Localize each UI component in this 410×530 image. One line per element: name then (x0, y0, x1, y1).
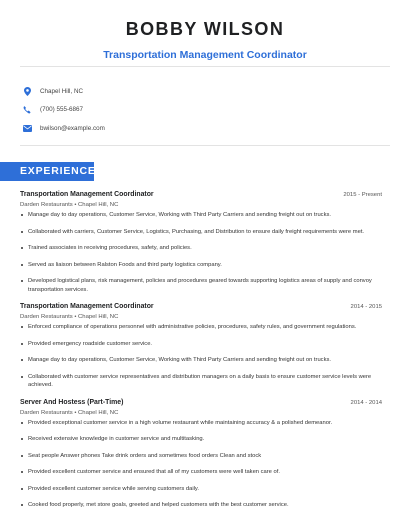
job-title: Transportation Management Coordinator (20, 191, 154, 198)
contact-email (22, 119, 382, 137)
contact-location (22, 82, 382, 100)
job-bullet: Provided excellent customer service and ensured that all of my customers were well taken care of. (20, 468, 382, 477)
email-text[interactable]: bwilson@example.com (40, 124, 105, 132)
job-entry (20, 302, 382, 390)
job-bullet: Provided exceptional customer service in a high volume restaurant while maintaining accuracy & a polished demeanor. (20, 419, 382, 428)
job-company: Darden Restaurants • Chapel Hill, NC (20, 409, 119, 416)
resume-header (0, 0, 410, 61)
job-dates: 2015 - Present (343, 192, 382, 198)
candidate-name: BOBBY WILSON (125, 19, 285, 39)
job-bullet: Enforced compliance of operations personnel with administrative policies, procedures, safety rules, and government regulations. (20, 323, 382, 332)
job-entry (20, 190, 382, 294)
job-bullet: Provided emergency roadside customer service. (20, 340, 382, 349)
email-icon (22, 123, 32, 133)
job-company: Darden Restaurants • Chapel Hill, NC (20, 202, 119, 208)
job-bullet: Developed logistical plans, risk management, policies and procedures geared towards supporting logistics areas of supply and convoy transportation services. (20, 277, 382, 294)
job-bullet: Trained associates in receiving procedures, safety, and policies. (20, 244, 382, 253)
job-bullet: Cooked food properly, met store goals, greeted and helped customers with the best customer service. (20, 501, 382, 510)
location-pin-icon (22, 86, 32, 96)
location-text: Chapel Hill, NC (40, 87, 84, 95)
experience-heading: EXPERIENCE (20, 165, 96, 177)
job-bullet: Seat people Answer phones Take drink orders and sometimes food orders Clean and stock (20, 452, 382, 461)
contact-divider (20, 145, 390, 146)
job-head (20, 398, 382, 408)
job-bullets (20, 419, 382, 510)
job-bullets (20, 211, 382, 294)
job-company: Darden Restaurants • Chapel Hill, NC (20, 314, 119, 320)
phone-icon (22, 105, 32, 115)
job-bullet: Collaborated with carriers, Customer Service, Logistics, Purchasing, and Distribution to ensure daily freight requirements were met. (20, 228, 382, 237)
candidate-title: Transportation Management Coordinator (103, 49, 307, 61)
job-title: Server And Hostess (Part-Time) (20, 398, 124, 406)
job-head (20, 302, 382, 312)
phone-text: (700) 555-6867 (40, 106, 84, 113)
job-bullets (20, 323, 382, 390)
job-bullet: Received extensive knowledge in customer service and multitasking. (20, 435, 382, 444)
job-bullet: Served as liaison between Ralston Foods and third party logistics company. (20, 261, 382, 270)
job-bullet: Manage day to day operations, Customer Service, Working with Third Party Carriers and sending freight out on trucks. (20, 356, 382, 365)
job-dates: 2014 - 2015 (350, 304, 382, 310)
job-head (20, 190, 382, 200)
contact-phone (22, 101, 382, 119)
job-bullet: Collaborated with customer service representatives and distribution managers on a daily basis to ensure customer service levels were achieved. (20, 373, 382, 390)
header-divider (20, 66, 390, 67)
job-bullet: Manage day to day operations, Customer Service, Working with Third Party Carriers and sending freight out on trucks. (20, 211, 382, 220)
contact-info (22, 82, 382, 138)
job-entry (20, 398, 382, 510)
job-bullet: Provided excellent customer service while serving customers daily. (20, 485, 382, 494)
experience-list (20, 190, 382, 518)
job-dates: 2014 - 2014 (350, 399, 382, 406)
job-title: Transportation Management Coordinator (20, 303, 154, 310)
